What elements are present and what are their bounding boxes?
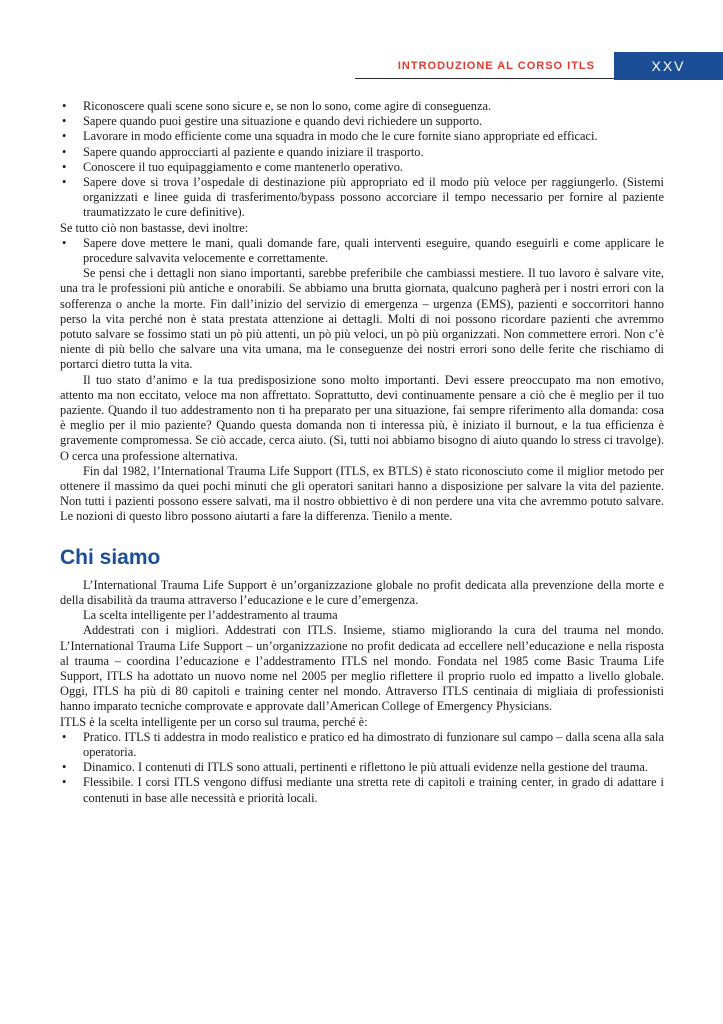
list-item: • Sapere dove si trova l’ospedale di destinazione più appropriato ed il modo più veloce per raggiungerlo. (Sistemi organizzati e linee guida di trasferimento/bypass possono accorciare il tempo necessario per fornire al paziente traumatizzato le cure definitive). [60, 175, 664, 221]
page-body [60, 99, 664, 806]
list-item: • Sapere dove mettere le mani, quali domande fare, quali interventi eseguire, quando eseguirli e come applicare le procedure salvavita velocemente e correttamente. [60, 236, 664, 266]
lead-in-text: Se tutto ciò non bastasse, devi inoltre: [60, 220, 249, 235]
page-number-badge: XXV [614, 52, 723, 80]
list-item: • Sapere quando puoi gestire una situazione e quando devi richiedere un supporto. [60, 114, 664, 129]
running-header-title: INTRODUZIONE AL CORSO ITLS [397, 60, 595, 72]
additional-skills-list [60, 236, 664, 266]
section-body: Addestrati con i migliori. Addestrati con ITLS. Insieme, stiamo migliorando la cura del trauma nel mondo. L’International Trauma Life Support – un’organizzazione no profit dedicata ad eccellere nell’educazione e nella risposta al trauma – coordina l’educazione e l’addestramento ITLS nel mondo. Fondata nel 1985 come Basic Trauma Life Support, ITLS ha adottato un nuovo nome nel 2005 per meglio riflettere il proprio ruolo ed impatto a livello globale. Oggi, ITLS ha più di 80 capitoli e training center nel mondo. Attraverso ITLS centinaia di migliaia di professionisti hanno imparato tecniche comprovate e approvate dall’American College of Emergency Physicians. [60, 623, 664, 714]
list-item: • Conoscere il tuo equipaggiamento e come mantenerlo operativo. [60, 160, 664, 175]
list-item: • Dinamico. I contenuti di ITLS sono attuali, pertinenti e riflettono le più attuali evidenze nella gestione del trauma. [60, 760, 664, 775]
reasons-list [60, 730, 664, 806]
skills-list [60, 99, 664, 221]
list-item: • Lavorare in modo efficiente come una squadra in modo che le cure fornite siano appropriate ed efficaci. [60, 129, 664, 144]
section-tagline: La scelta intelligente per l’addestramento al trauma [83, 608, 338, 623]
list-item: • Sapere quando approcciarti al paziente e quando iniziare il trasporto. [60, 145, 664, 160]
list-item: • Pratico. ITLS ti addestra in modo realistico e pratico ed ha dimostrato di funzionare sul campo – dalla scena alla sala operatoria. [60, 730, 664, 760]
body-paragraph: Se pensi che i dettagli non siano importanti, sarebbe preferibile che cambiassi mestiere. Il tuo lavoro è salvare vite, una tra le professioni più antiche e onorabili. Se abbiamo una brutta giornata, qualcuno pagherà per i nostri errori con la sofferenza o anche la morte. Fin dall’inizio del servizio di emergenza – urgenza (EMS), pazienti e soccorritori hanno perso la vita perché non è stata prestata attenzione ai dettagli. Molti di noi possono ricordare pazienti che avremmo potuto salvare se fossimo stati un pò più attenti, un pò più veloci, un pò più organizzati. Non commettere errori. Non c’è niente di più bello che salvare una vita umana, ma le conseguenze dei nostri errori sono delle ferite che rischiamo di portarci dietro tutta la vita. [60, 266, 664, 372]
body-paragraph: Il tuo stato d’animo e la tua predisposizione sono molto importanti. Devi essere preoccupato ma non emotivo, attento ma non eccitato, veloce ma non affrettato. Soprattutto, devi continuamente pensare a ciò che è meglio per il tuo paziente. Quando il tuo addestramento non ti ha preparato per una situazione, fai sempre riferimento alla domanda: cosa è meglio per il mio paziente? Quando questa domanda non ti interessa più, è iniziato il burnout, e la tua efficienza è gravemente compromessa. Se ciò accade, cerca aiuto. (Sì, tutti noi abbiamo bisogno di aiuto quando lo stress ci travolge). O cerca una professione alternativa. [60, 372, 664, 463]
list-item: • Riconoscere quali scene sono sicure e, se non lo sono, come agire di conseguenza. [60, 99, 664, 114]
list-item: • Flessibile. I corsi ITLS vengono diffusi mediante una stretta rete di capitoli e training center, in grado di adattare i contenuti in base alle necessità e priorità locali. [60, 775, 664, 805]
reasons-intro: ITLS è la scelta intelligente per un corso sul trauma, perché è: [60, 714, 368, 729]
section-intro: L’International Trauma Life Support è un’organizzazione globale no profit dedicata alla prevenzione della morte e della disabilità da trauma attraverso l’educazione e le cure d’emergenza. [60, 577, 664, 607]
body-paragraph: Fin dal 1982, l’International Trauma Life Support (ITLS, ex BTLS) è stato riconosciuto come il miglior metodo per ottenere il massimo da quei pochi minuti che gli operatori sanitari hanno a disposizione per salvare la vita del paziente. Non tutti i pazienti possono essere salvati, ma il nostro obbiettivo è di non perdere una vita che avremmo potuto salvare. Le nozioni di questo libro possono aiutarti a fare la differenza. Tienilo a mente. [60, 463, 664, 524]
section-heading: Chi siamo [60, 545, 161, 569]
